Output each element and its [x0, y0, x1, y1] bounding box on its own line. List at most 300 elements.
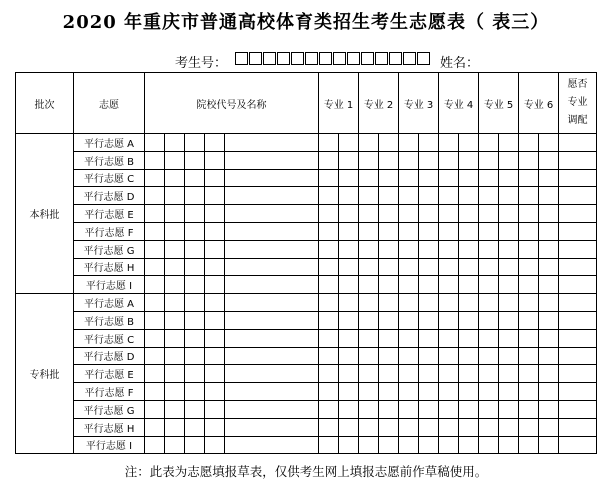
major-code-cell[interactable] [319, 294, 339, 312]
major-code-cell[interactable] [379, 294, 399, 312]
major-code-cell[interactable] [379, 240, 399, 258]
school-code-cell[interactable] [205, 347, 225, 365]
school-code-cell[interactable] [165, 329, 185, 347]
major-code-cell[interactable] [379, 400, 399, 418]
major-code-cell[interactable] [539, 187, 559, 205]
major-code-cell[interactable] [459, 134, 479, 152]
major-code-cell[interactable] [439, 418, 459, 436]
major-code-cell[interactable] [359, 187, 379, 205]
major-code-cell[interactable] [399, 151, 419, 169]
major-code-cell[interactable] [339, 365, 359, 383]
school-name-cell[interactable] [225, 383, 319, 401]
school-code-cell[interactable] [145, 258, 165, 276]
major-code-cell[interactable] [539, 222, 559, 240]
school-name-cell[interactable] [225, 276, 319, 294]
major-code-cell[interactable] [399, 383, 419, 401]
major-code-cell[interactable] [479, 205, 499, 223]
school-code-cell[interactable] [185, 329, 205, 347]
digit-box[interactable] [291, 52, 304, 65]
major-code-cell[interactable] [419, 205, 439, 223]
major-code-cell[interactable] [359, 329, 379, 347]
school-code-cell[interactable] [185, 311, 205, 329]
major-code-cell[interactable] [539, 383, 559, 401]
major-code-cell[interactable] [499, 347, 519, 365]
major-code-cell[interactable] [379, 276, 399, 294]
major-code-cell[interactable] [459, 294, 479, 312]
school-code-cell[interactable] [145, 134, 165, 152]
school-name-cell[interactable] [225, 258, 319, 276]
major-code-cell[interactable] [399, 311, 419, 329]
major-code-cell[interactable] [439, 294, 459, 312]
major-code-cell[interactable] [359, 222, 379, 240]
major-code-cell[interactable] [439, 169, 459, 187]
major-code-cell[interactable] [519, 436, 539, 454]
school-code-cell[interactable] [205, 134, 225, 152]
major-code-cell[interactable] [439, 240, 459, 258]
major-code-cell[interactable] [459, 329, 479, 347]
adjust-cell[interactable] [559, 151, 597, 169]
school-name-cell[interactable] [225, 240, 319, 258]
major-code-cell[interactable] [439, 222, 459, 240]
major-code-cell[interactable] [359, 436, 379, 454]
major-code-cell[interactable] [359, 134, 379, 152]
major-code-cell[interactable] [459, 383, 479, 401]
school-code-cell[interactable] [185, 187, 205, 205]
school-code-cell[interactable] [165, 258, 185, 276]
major-code-cell[interactable] [379, 311, 399, 329]
major-code-cell[interactable] [499, 365, 519, 383]
major-code-cell[interactable] [399, 436, 419, 454]
adjust-cell[interactable] [559, 276, 597, 294]
major-code-cell[interactable] [499, 418, 519, 436]
school-name-cell[interactable] [225, 294, 319, 312]
major-code-cell[interactable] [519, 151, 539, 169]
major-code-cell[interactable] [439, 365, 459, 383]
major-code-cell[interactable] [479, 347, 499, 365]
major-code-cell[interactable] [459, 205, 479, 223]
school-code-cell[interactable] [205, 240, 225, 258]
adjust-cell[interactable] [559, 187, 597, 205]
major-code-cell[interactable] [319, 134, 339, 152]
school-code-cell[interactable] [165, 418, 185, 436]
school-code-cell[interactable] [185, 400, 205, 418]
major-code-cell[interactable] [319, 187, 339, 205]
digit-box[interactable] [319, 52, 332, 65]
major-code-cell[interactable] [379, 329, 399, 347]
major-code-cell[interactable] [359, 400, 379, 418]
major-code-cell[interactable] [479, 187, 499, 205]
major-code-cell[interactable] [539, 418, 559, 436]
major-code-cell[interactable] [379, 134, 399, 152]
major-code-cell[interactable] [459, 418, 479, 436]
school-name-cell[interactable] [225, 169, 319, 187]
school-code-cell[interactable] [165, 311, 185, 329]
major-code-cell[interactable] [439, 187, 459, 205]
digit-box[interactable] [235, 52, 248, 65]
major-code-cell[interactable] [439, 258, 459, 276]
major-code-cell[interactable] [359, 294, 379, 312]
major-code-cell[interactable] [519, 205, 539, 223]
school-code-cell[interactable] [205, 400, 225, 418]
major-code-cell[interactable] [399, 329, 419, 347]
major-code-cell[interactable] [479, 383, 499, 401]
major-code-cell[interactable] [519, 222, 539, 240]
major-code-cell[interactable] [419, 240, 439, 258]
school-code-cell[interactable] [185, 347, 205, 365]
school-name-cell[interactable] [225, 205, 319, 223]
school-name-cell[interactable] [225, 418, 319, 436]
major-code-cell[interactable] [539, 347, 559, 365]
school-code-cell[interactable] [145, 436, 165, 454]
major-code-cell[interactable] [539, 276, 559, 294]
school-code-cell[interactable] [185, 276, 205, 294]
major-code-cell[interactable] [539, 240, 559, 258]
digit-box[interactable] [403, 52, 416, 65]
school-code-cell[interactable] [165, 400, 185, 418]
school-code-cell[interactable] [205, 329, 225, 347]
school-code-cell[interactable] [145, 365, 165, 383]
school-name-cell[interactable] [225, 151, 319, 169]
major-code-cell[interactable] [479, 240, 499, 258]
adjust-cell[interactable] [559, 205, 597, 223]
major-code-cell[interactable] [519, 276, 539, 294]
school-code-cell[interactable] [185, 258, 205, 276]
major-code-cell[interactable] [539, 151, 559, 169]
major-code-cell[interactable] [339, 240, 359, 258]
school-code-cell[interactable] [185, 383, 205, 401]
school-code-cell[interactable] [205, 383, 225, 401]
major-code-cell[interactable] [359, 240, 379, 258]
major-code-cell[interactable] [459, 187, 479, 205]
school-code-cell[interactable] [145, 294, 165, 312]
major-code-cell[interactable] [479, 311, 499, 329]
major-code-cell[interactable] [499, 383, 519, 401]
school-code-cell[interactable] [185, 240, 205, 258]
major-code-cell[interactable] [439, 151, 459, 169]
major-code-cell[interactable] [319, 329, 339, 347]
major-code-cell[interactable] [539, 205, 559, 223]
school-code-cell[interactable] [145, 187, 165, 205]
major-code-cell[interactable] [439, 311, 459, 329]
major-code-cell[interactable] [459, 240, 479, 258]
school-code-cell[interactable] [165, 151, 185, 169]
major-code-cell[interactable] [519, 418, 539, 436]
major-code-cell[interactable] [319, 151, 339, 169]
major-code-cell[interactable] [379, 436, 399, 454]
major-code-cell[interactable] [419, 383, 439, 401]
adjust-cell[interactable] [559, 418, 597, 436]
major-code-cell[interactable] [379, 383, 399, 401]
major-code-cell[interactable] [519, 347, 539, 365]
adjust-cell[interactable] [559, 365, 597, 383]
major-code-cell[interactable] [339, 294, 359, 312]
school-code-cell[interactable] [205, 151, 225, 169]
major-code-cell[interactable] [459, 258, 479, 276]
school-name-cell[interactable] [225, 311, 319, 329]
school-code-cell[interactable] [165, 276, 185, 294]
school-code-cell[interactable] [205, 311, 225, 329]
major-code-cell[interactable] [459, 436, 479, 454]
major-code-cell[interactable] [419, 258, 439, 276]
school-code-cell[interactable] [185, 436, 205, 454]
school-code-cell[interactable] [165, 240, 185, 258]
major-code-cell[interactable] [519, 383, 539, 401]
school-code-cell[interactable] [145, 205, 165, 223]
major-code-cell[interactable] [319, 276, 339, 294]
major-code-cell[interactable] [519, 294, 539, 312]
major-code-cell[interactable] [419, 276, 439, 294]
school-code-cell[interactable] [205, 365, 225, 383]
major-code-cell[interactable] [419, 436, 439, 454]
school-code-cell[interactable] [205, 436, 225, 454]
digit-box[interactable] [249, 52, 262, 65]
major-code-cell[interactable] [419, 311, 439, 329]
school-code-cell[interactable] [165, 169, 185, 187]
major-code-cell[interactable] [339, 258, 359, 276]
major-code-cell[interactable] [339, 134, 359, 152]
school-code-cell[interactable] [185, 365, 205, 383]
major-code-cell[interactable] [499, 240, 519, 258]
major-code-cell[interactable] [539, 329, 559, 347]
major-code-cell[interactable] [479, 400, 499, 418]
major-code-cell[interactable] [359, 347, 379, 365]
school-code-cell[interactable] [205, 258, 225, 276]
school-name-cell[interactable] [225, 365, 319, 383]
major-code-cell[interactable] [379, 418, 399, 436]
major-code-cell[interactable] [319, 205, 339, 223]
major-code-cell[interactable] [499, 258, 519, 276]
school-code-cell[interactable] [165, 294, 185, 312]
major-code-cell[interactable] [399, 222, 419, 240]
major-code-cell[interactable] [519, 311, 539, 329]
school-name-cell[interactable] [225, 134, 319, 152]
major-code-cell[interactable] [379, 151, 399, 169]
school-code-cell[interactable] [165, 436, 185, 454]
major-code-cell[interactable] [339, 187, 359, 205]
major-code-cell[interactable] [519, 400, 539, 418]
major-code-cell[interactable] [499, 329, 519, 347]
school-code-cell[interactable] [185, 294, 205, 312]
school-code-cell[interactable] [165, 187, 185, 205]
major-code-cell[interactable] [439, 436, 459, 454]
major-code-cell[interactable] [459, 400, 479, 418]
major-code-cell[interactable] [419, 169, 439, 187]
major-code-cell[interactable] [339, 205, 359, 223]
major-code-cell[interactable] [479, 365, 499, 383]
major-code-cell[interactable] [399, 187, 419, 205]
major-code-cell[interactable] [539, 400, 559, 418]
major-code-cell[interactable] [499, 134, 519, 152]
major-code-cell[interactable] [539, 169, 559, 187]
major-code-cell[interactable] [499, 400, 519, 418]
major-code-cell[interactable] [319, 222, 339, 240]
major-code-cell[interactable] [399, 347, 419, 365]
school-code-cell[interactable] [165, 222, 185, 240]
major-code-cell[interactable] [439, 329, 459, 347]
school-code-cell[interactable] [165, 383, 185, 401]
major-code-cell[interactable] [319, 383, 339, 401]
school-name-cell[interactable] [225, 222, 319, 240]
major-code-cell[interactable] [339, 169, 359, 187]
major-code-cell[interactable] [479, 276, 499, 294]
digit-box[interactable] [417, 52, 430, 65]
digit-box[interactable] [347, 52, 360, 65]
major-code-cell[interactable] [379, 365, 399, 383]
adjust-cell[interactable] [559, 258, 597, 276]
major-code-cell[interactable] [539, 294, 559, 312]
major-code-cell[interactable] [499, 311, 519, 329]
major-code-cell[interactable] [459, 311, 479, 329]
major-code-cell[interactable] [539, 311, 559, 329]
adjust-cell[interactable] [559, 329, 597, 347]
major-code-cell[interactable] [339, 276, 359, 294]
school-code-cell[interactable] [165, 347, 185, 365]
major-code-cell[interactable] [479, 169, 499, 187]
major-code-cell[interactable] [499, 436, 519, 454]
digit-box[interactable] [277, 52, 290, 65]
major-code-cell[interactable] [339, 436, 359, 454]
school-code-cell[interactable] [145, 400, 165, 418]
school-code-cell[interactable] [145, 418, 165, 436]
major-code-cell[interactable] [379, 169, 399, 187]
adjust-cell[interactable] [559, 400, 597, 418]
school-code-cell[interactable] [185, 205, 205, 223]
major-code-cell[interactable] [339, 222, 359, 240]
major-code-cell[interactable] [479, 134, 499, 152]
major-code-cell[interactable] [379, 205, 399, 223]
school-name-cell[interactable] [225, 347, 319, 365]
major-code-cell[interactable] [439, 134, 459, 152]
major-code-cell[interactable] [419, 294, 439, 312]
major-code-cell[interactable] [359, 276, 379, 294]
school-code-cell[interactable] [145, 169, 165, 187]
school-code-cell[interactable] [205, 187, 225, 205]
major-code-cell[interactable] [539, 258, 559, 276]
school-code-cell[interactable] [165, 205, 185, 223]
school-code-cell[interactable] [145, 222, 165, 240]
major-code-cell[interactable] [359, 169, 379, 187]
adjust-cell[interactable] [559, 134, 597, 152]
digit-box[interactable] [361, 52, 374, 65]
major-code-cell[interactable] [399, 258, 419, 276]
major-code-cell[interactable] [539, 436, 559, 454]
major-code-cell[interactable] [479, 418, 499, 436]
major-code-cell[interactable] [419, 151, 439, 169]
major-code-cell[interactable] [459, 347, 479, 365]
major-code-cell[interactable] [359, 383, 379, 401]
major-code-cell[interactable] [339, 311, 359, 329]
major-code-cell[interactable] [479, 222, 499, 240]
major-code-cell[interactable] [399, 134, 419, 152]
major-code-cell[interactable] [439, 400, 459, 418]
major-code-cell[interactable] [419, 134, 439, 152]
major-code-cell[interactable] [379, 222, 399, 240]
digit-box[interactable] [389, 52, 402, 65]
major-code-cell[interactable] [459, 365, 479, 383]
major-code-cell[interactable] [379, 187, 399, 205]
school-name-cell[interactable] [225, 436, 319, 454]
school-code-cell[interactable] [185, 151, 205, 169]
major-code-cell[interactable] [359, 258, 379, 276]
major-code-cell[interactable] [539, 134, 559, 152]
major-code-cell[interactable] [519, 329, 539, 347]
major-code-cell[interactable] [519, 134, 539, 152]
major-code-cell[interactable] [519, 240, 539, 258]
school-code-cell[interactable] [145, 347, 165, 365]
adjust-cell[interactable] [559, 222, 597, 240]
major-code-cell[interactable] [499, 276, 519, 294]
major-code-cell[interactable] [339, 329, 359, 347]
major-code-cell[interactable] [359, 418, 379, 436]
school-code-cell[interactable] [145, 383, 165, 401]
school-code-cell[interactable] [165, 134, 185, 152]
major-code-cell[interactable] [419, 347, 439, 365]
adjust-cell[interactable] [559, 311, 597, 329]
major-code-cell[interactable] [319, 418, 339, 436]
major-code-cell[interactable] [339, 418, 359, 436]
major-code-cell[interactable] [539, 365, 559, 383]
major-code-cell[interactable] [499, 294, 519, 312]
adjust-cell[interactable] [559, 347, 597, 365]
major-code-cell[interactable] [519, 365, 539, 383]
major-code-cell[interactable] [419, 329, 439, 347]
major-code-cell[interactable] [419, 365, 439, 383]
school-code-cell[interactable] [185, 418, 205, 436]
major-code-cell[interactable] [399, 169, 419, 187]
school-name-cell[interactable] [225, 400, 319, 418]
major-code-cell[interactable] [499, 169, 519, 187]
major-code-cell[interactable] [519, 258, 539, 276]
adjust-cell[interactable] [559, 294, 597, 312]
digit-box[interactable] [375, 52, 388, 65]
major-code-cell[interactable] [359, 311, 379, 329]
school-code-cell[interactable] [185, 134, 205, 152]
school-code-cell[interactable] [185, 169, 205, 187]
major-code-cell[interactable] [359, 365, 379, 383]
major-code-cell[interactable] [419, 400, 439, 418]
major-code-cell[interactable] [339, 383, 359, 401]
school-code-cell[interactable] [145, 329, 165, 347]
major-code-cell[interactable] [319, 240, 339, 258]
major-code-cell[interactable] [319, 347, 339, 365]
school-code-cell[interactable] [205, 169, 225, 187]
major-code-cell[interactable] [439, 205, 459, 223]
major-code-cell[interactable] [419, 418, 439, 436]
major-code-cell[interactable] [459, 151, 479, 169]
major-code-cell[interactable] [399, 294, 419, 312]
major-code-cell[interactable] [339, 151, 359, 169]
school-code-cell[interactable] [145, 311, 165, 329]
major-code-cell[interactable] [339, 347, 359, 365]
major-code-cell[interactable] [479, 151, 499, 169]
major-code-cell[interactable] [319, 365, 339, 383]
major-code-cell[interactable] [399, 276, 419, 294]
major-code-cell[interactable] [439, 276, 459, 294]
major-code-cell[interactable] [399, 400, 419, 418]
school-code-cell[interactable] [205, 276, 225, 294]
school-code-cell[interactable] [205, 222, 225, 240]
major-code-cell[interactable] [319, 311, 339, 329]
major-code-cell[interactable] [459, 222, 479, 240]
major-code-cell[interactable] [419, 222, 439, 240]
major-code-cell[interactable] [439, 347, 459, 365]
school-code-cell[interactable] [205, 205, 225, 223]
adjust-cell[interactable] [559, 436, 597, 454]
major-code-cell[interactable] [359, 205, 379, 223]
major-code-cell[interactable] [399, 240, 419, 258]
major-code-cell[interactable] [319, 436, 339, 454]
major-code-cell[interactable] [459, 169, 479, 187]
